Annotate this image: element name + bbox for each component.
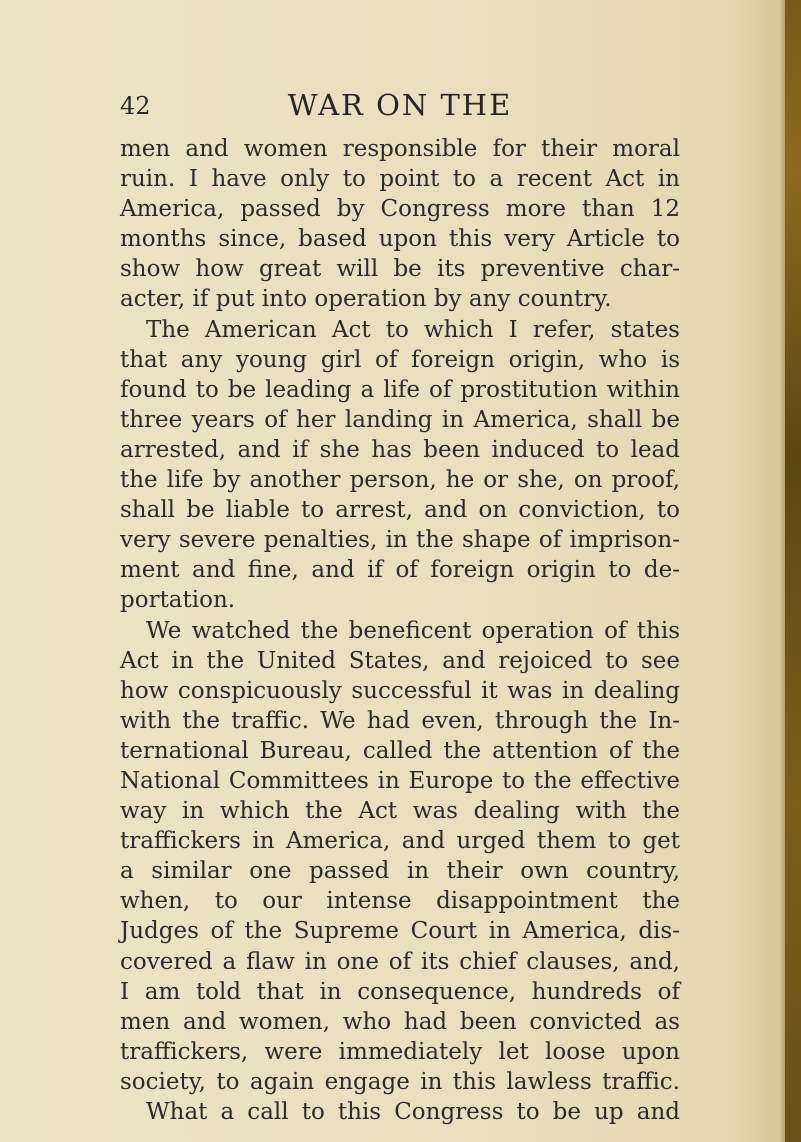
text-line: men and women responsible for their moral xyxy=(120,136,680,162)
text-line: National Committees in Europe to the effective xyxy=(120,767,680,794)
text-line: Act in the United States, and rejoiced to see xyxy=(120,647,680,674)
text-line: that any young girl of foreign origin, who is xyxy=(120,346,680,373)
body-text xyxy=(120,134,680,1127)
text-line: ruin. I have only to point to a recent Act in xyxy=(120,166,680,193)
text-line: We watched the beneficent operation of this xyxy=(146,617,680,644)
text-line: arrested, and if she has been induced to lead xyxy=(120,436,680,463)
text-line: What a call to this Congress to be up and xyxy=(146,1099,680,1125)
text-line: when, to our intense disappointment the xyxy=(120,888,680,915)
text-line: three years of her landing in America, shall be xyxy=(120,406,680,433)
text-line: show how great will be its preventive char- xyxy=(120,256,680,283)
text-line: ternational Bureau, called the attention of the xyxy=(120,737,680,764)
text-line: portation. xyxy=(120,587,236,614)
text-line: a similar one passed in their own country, xyxy=(120,858,680,885)
text-line: The American Act to which I refer, states xyxy=(146,316,680,343)
text-line: months since, based upon this very Article to xyxy=(120,226,680,253)
text-line: traffickers in America, and urged them to get xyxy=(120,828,680,855)
text-line: covered a flaw in one of its chief clauses, and, xyxy=(120,948,680,975)
text-line: with the traffic. We had even, through the In- xyxy=(120,707,680,734)
text-line: society, to again engage in this lawless traffic. xyxy=(120,1068,680,1095)
page-number: 42 xyxy=(120,92,151,120)
text-line: shall be liable to arrest, and on conviction, to xyxy=(120,497,680,524)
text-line: ment and fine, and if of foreign origin to de- xyxy=(120,557,680,584)
text-line: I am told that in consequence, hundreds of xyxy=(120,978,680,1005)
page-header xyxy=(120,88,680,128)
text-line: the life by another person, he or she, on proof, xyxy=(120,467,680,494)
text-line: traffickers, were immediately let loose upon xyxy=(120,1038,680,1065)
text-line: way in which the Act was dealing with the xyxy=(120,798,680,825)
text-line: America, passed by Congress more than 12 xyxy=(120,196,680,223)
text-line: how conspicuously successful it was in dealing xyxy=(120,677,680,704)
text-line: men and women, who had been convicted as xyxy=(120,1008,680,1035)
text-line: acter, if put into operation by any country. xyxy=(120,286,612,313)
text-line: found to be leading a life of prostitution within xyxy=(120,376,680,403)
text-line: Judges of the Supreme Court in America, dis- xyxy=(120,918,680,945)
running-head: WAR ON THE xyxy=(287,88,513,122)
book-spine xyxy=(785,0,801,1142)
text-line: very severe penalties, in the shape of imprison- xyxy=(120,527,680,554)
